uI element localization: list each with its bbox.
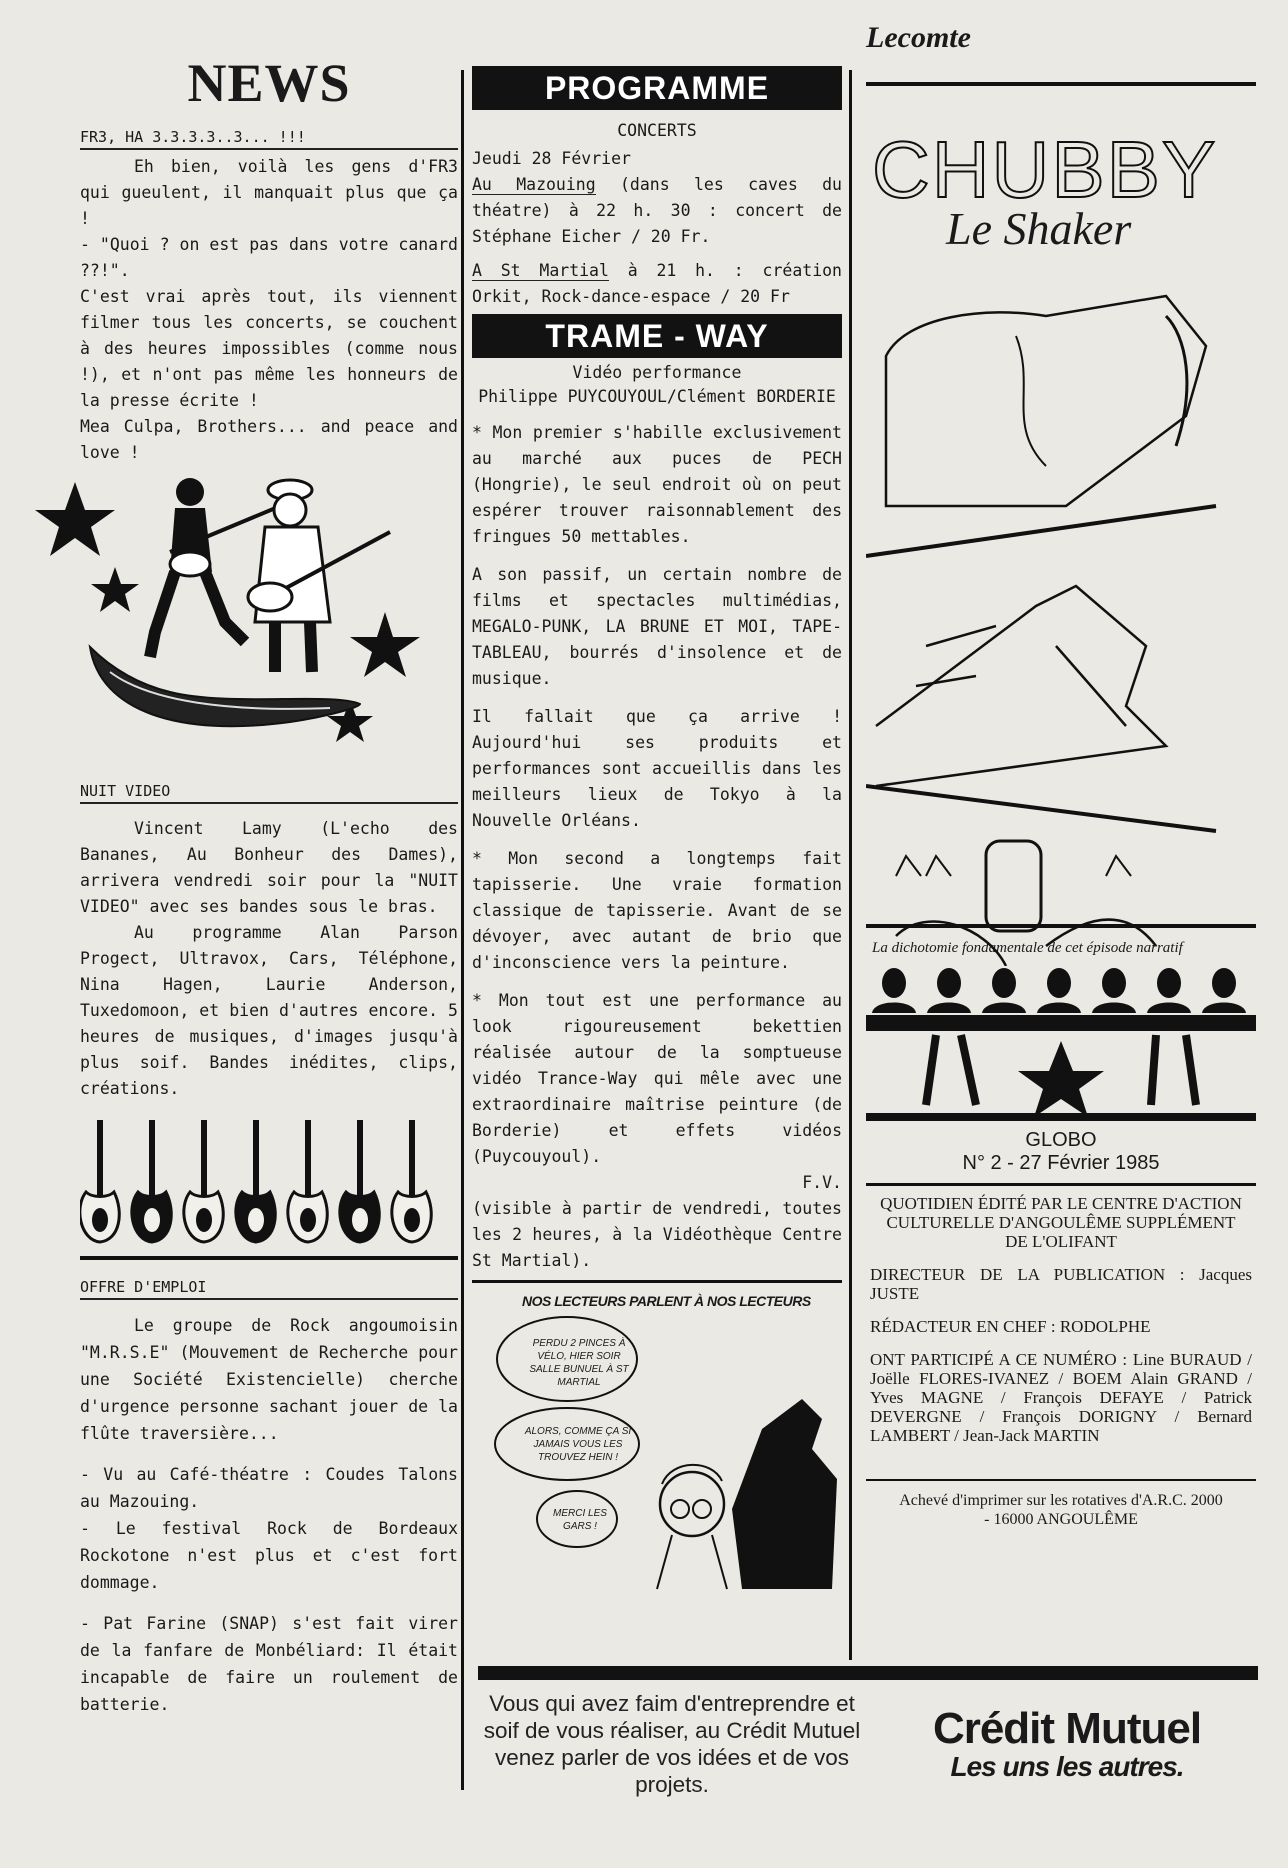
speech-bubble-2: ALORS, COMME ÇA SI JAMAIS VOUS LES TROUVEZ HEIN ! xyxy=(524,1426,632,1463)
nuit-video-headline: NUIT VIDEO xyxy=(80,782,458,804)
trame-signature: F.V. xyxy=(802,1173,842,1192)
editor-info xyxy=(866,1194,1256,1251)
head-figure-icon xyxy=(927,968,971,1013)
column-divider-left xyxy=(461,70,464,1790)
printer-line: Achevé d'imprimer sur les rotatives d'A.R.C. 2000 - 16000 ANGOULÊME xyxy=(899,1492,1223,1528)
head-figure-icon xyxy=(982,968,1026,1013)
table-bar xyxy=(866,1015,1256,1031)
head-figure-icon xyxy=(1202,968,1246,1013)
head-figure-icon xyxy=(872,968,916,1013)
nuit-paragraph-2: Au programme Alan Parson Progect, Ultravox, Cars, Téléphone, Nina Hagen, Laurie Anderson, Tuxedomoon, et bien d'autres encore. 5 heures de musiques, d'images jusqu'à plus soif. Bandes inédites, clips, créations. xyxy=(80,923,458,1098)
fr3-headline: FR3, HA 3.3.3.3..3... !!! xyxy=(80,128,458,150)
ad-rule xyxy=(478,1666,1258,1680)
issue-line: N° 2 - 27 Février 1985 xyxy=(962,1152,1160,1174)
offre-paragraph-2: - Vu au Café-théatre : Coudes Talons au Mazouing. xyxy=(80,1465,458,1511)
director-line: DIRECTEUR DE LA PUBLICATION : Jacques JUSTE xyxy=(870,1265,1252,1303)
guitars-illustration xyxy=(80,1112,458,1252)
concert-1-place: Au Mazouing xyxy=(472,175,596,194)
fr3-article xyxy=(80,154,458,466)
head-figure-icon xyxy=(1037,968,1081,1013)
news-title: NEWS xyxy=(187,53,351,113)
editor-line: QUOTIDIEN ÉDITÉ PAR LE CENTRE D'ACTION CULTURELLE D'ANGOULÊME SUPPLÉMENT DE L'OLIFANT xyxy=(880,1194,1242,1251)
heads-drawing xyxy=(866,965,1256,1125)
floor-bar xyxy=(866,1113,1256,1121)
masthead-rule xyxy=(866,1183,1256,1186)
fr3-paragraph-1: Eh bien, voilà les gens d'FR3 qui gueulent, il manquait plus que ça ! xyxy=(80,157,458,228)
right-column xyxy=(866,20,1256,1529)
artist-signature: Lecomte xyxy=(866,21,971,54)
offre-paragraph-4: - Pat Farine (SNAP) s'est fait virer de la fanfare de Monbéliard: Il était incapable de faire un roulement de batterie. xyxy=(80,1614,458,1714)
concert-2-details: à 21 h. : création Orkit, Rock-dance-espace / 20 Fr xyxy=(472,261,842,306)
star-icon xyxy=(1018,1041,1104,1117)
staff-info xyxy=(866,1265,1256,1445)
offre-paragraph-3: - Le festival Rock de Bordeaux Rockotone n'est plus et c'est fort dommage. xyxy=(80,1519,458,1592)
fr3-paragraph-2: - "Quoi ? on est pas dans votre canard ??!". xyxy=(80,235,458,280)
trame-paragraph-5: * Mon tout est une performance au look rigoureusement bekettien réalisée autour de la somptueuse vidéo Trance-Way qui mêle avec une extraordinaire maîtrise peinture (de Borderie) et effets vidéos (Puycouyoul). xyxy=(472,991,842,1166)
guitar-icon xyxy=(392,1120,431,1242)
section-rule xyxy=(80,1256,458,1260)
guitar-icon xyxy=(236,1120,275,1242)
trame-way-article xyxy=(472,420,842,1274)
concerts-heading: CONCERTS xyxy=(617,121,697,140)
guitar-icon xyxy=(80,1120,119,1242)
guitars-drawing xyxy=(80,1112,458,1252)
guitar-icon xyxy=(132,1120,171,1242)
trame-paragraph-1: * Mon premier s'habille exclusivement au marché aux puces de PECH (Hongrie), le seul endroit où on peut espérer trouver raisonnablement des fringues 50 mettables. xyxy=(472,423,842,546)
credit-mutuel-ad-text: Vous qui avez faim d'entreprendre et soif de vous réaliser, au Crédit Mutuel venez parler de vos idées et de vos projets. xyxy=(483,1691,861,1797)
trame-paragraph-6: (visible à partir de vendredi, toutes les 2 heures, à la Vidéothèque Centre St Martial). xyxy=(472,1199,842,1270)
chubby-shaker-comic xyxy=(866,86,1256,986)
star-icon xyxy=(350,612,420,677)
offre-paragraph-1: Le groupe de Rock angoumoisin "M.R.S.E" (Mouvement de Recherche pour une Société Existencielle) cherche d'urgence personne sachant jouer de la flûte traversière... xyxy=(80,1316,458,1443)
concert-2-place: A St Martial xyxy=(472,261,609,280)
middle-column xyxy=(472,66,842,1599)
heads-row-illustration xyxy=(866,965,1256,1125)
fr3-paragraph-4: Mea Culpa, Brothers... and peace and love ! xyxy=(80,417,458,462)
globo-title: GLOBO xyxy=(1025,1129,1097,1151)
programme-banner: PROGRAMME xyxy=(472,66,842,110)
trame-paragraph-4: * Mon second a longtemps fait tapisserie. Une vraie formation classique de tapisserie. Avant de se dévoyer, avec autant de brio que d'inconscience vers la peinture. xyxy=(472,849,842,972)
printer-rule xyxy=(866,1479,1256,1481)
concert-1-details: (dans les caves du théatre) à 22 h. 30 : concert de Stéphane Eicher / 20 Fr. xyxy=(472,175,842,246)
artists-line: Philippe PUYCOUYOUL/Clément BORDERIE xyxy=(478,387,836,406)
guitarists-drawing xyxy=(30,472,430,782)
redacteur-line: RÉDACTEUR EN CHEF : RODOLPHE xyxy=(870,1317,1151,1336)
guitar-icon xyxy=(340,1120,379,1242)
section-rule xyxy=(472,1280,842,1283)
credit-mutuel-slogan: Les uns les autres. xyxy=(950,1751,1184,1782)
chubby-logo: CHUBBY xyxy=(872,125,1218,214)
readers-cartoon xyxy=(472,1289,842,1599)
star-icon xyxy=(91,567,139,612)
speech-bubble-1: PERDU 2 PINCES À VÉLO, HIER SOIR SALLE BUNUEL À ST MARTIAL xyxy=(529,1338,629,1388)
masthead-block xyxy=(866,1129,1256,1175)
concerts-list xyxy=(472,146,842,310)
trame-way-banner: TRAME - WAY xyxy=(472,314,842,358)
cartoon-title: NOS LECTEURS PARLENT À NOS LECTEURS xyxy=(522,1293,811,1309)
left-column xyxy=(80,50,458,1718)
participants-line: ONT PARTICIPÉ A CE NUMÉRO : Line BURAUD / Joëlle FLORES-IVANEZ / BOEM Alain GRAND / Yves MAGNE / François DEFAYE / Patrick DEVERGNE / François DORIGNY / Bernard LAMBERT / Jean-Jack MARTIN xyxy=(870,1350,1252,1445)
video-performance-label: Vidéo performance xyxy=(572,363,742,382)
speech-bubble-3: MERCI LES GARS ! xyxy=(553,1508,607,1532)
offre-emploi-article xyxy=(80,1312,458,1718)
comic-panels-drawing xyxy=(866,86,1246,966)
credit-mutuel-brand: Crédit Mutuel xyxy=(932,1704,1202,1753)
dichotomy-caption: La dichotomie fondamentale de cet épisode narratif xyxy=(872,940,1183,956)
column-divider-right xyxy=(849,70,852,1660)
guitar-icon xyxy=(184,1120,223,1242)
concert-1-date: Jeudi 28 Février xyxy=(472,149,631,168)
guitarists-illustration xyxy=(80,472,458,782)
nuit-paragraph-1: Vincent Lamy (L'echo des Bananes, Au Bonheur des Dames), arrivera vendredi soir pour la "NUIT VIDEO" avec ses bandes sous le bras. xyxy=(80,819,458,916)
trame-paragraph-3: Il fallait que ça arrive ! Aujourd'hui ses produits et performances sont accueillis dans les meilleurs lieux de Tokyo à la Nouvelle Orléans. xyxy=(472,707,842,830)
shaker-logo: Le Shaker xyxy=(946,203,1132,254)
fr3-paragraph-3: C'est vrai après tout, ils viennent filmer tous les concerts, se couchent à des heures impossibles (comme nous !), et n'ont pas même les honneurs de la presse écrite ! xyxy=(80,287,458,410)
star-icon xyxy=(35,482,115,556)
guitar-icon xyxy=(288,1120,327,1242)
trame-paragraph-2: A son passif, un certain nombre de films et spectacles multimédias, MEGALO-PUNK, LA BRUNE ET MOI, TAPE-TABLEAU, bourrés d'insolence et de musique. xyxy=(472,565,842,688)
credit-mutuel-logo xyxy=(872,1706,1262,1782)
head-figure-icon xyxy=(1092,968,1136,1013)
head-figure-icon xyxy=(1147,968,1191,1013)
nuit-video-article xyxy=(80,816,458,1102)
offre-emploi-headline: OFFRE D'EMPLOI xyxy=(80,1278,458,1300)
